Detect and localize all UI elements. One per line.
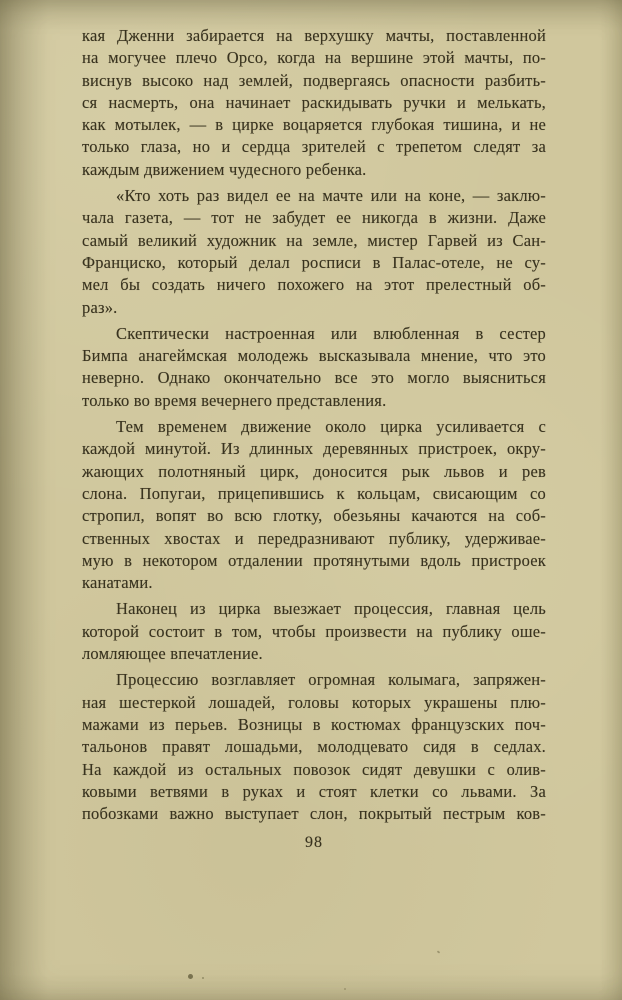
text-line: ная шестеркой лошадей, головы которых украшены плю- xyxy=(82,692,546,712)
paragraph xyxy=(82,599,546,666)
paragraph xyxy=(82,26,546,182)
text-line: Скептически настроенная или влюбленная в сестер xyxy=(116,323,546,343)
text-line: ственных хвостах и передразнивают публику, удерживае- xyxy=(82,528,546,548)
text-line: ковыми ветвями в руках и стоят клетки со львами. За xyxy=(82,781,546,801)
paper-speck xyxy=(437,950,441,953)
text-line: ломляющее впечатление. xyxy=(82,644,263,664)
text-line: на могучее плечо Орсо, когда на вершине этой мачты, по- xyxy=(82,48,546,68)
text-line: неверно. Однако окончательно все это могло выясниться xyxy=(82,368,546,388)
text-line: канатами. xyxy=(82,573,153,593)
text-block xyxy=(82,26,546,826)
text-line: Наконец из цирка выезжает процессия, главная цель xyxy=(116,599,546,619)
paragraph xyxy=(82,670,546,826)
text-line: каждым движением чудесного ребенка. xyxy=(82,159,367,179)
text-line: побозками важно выступает слон, покрытый пестрым ков- xyxy=(82,804,546,824)
paper-speck xyxy=(188,974,193,979)
text-line: каждой минутой. Из длинных деревянных пристроек, окру- xyxy=(82,439,546,459)
paper-speck xyxy=(202,977,204,979)
text-line: Тем временем движение около цирка усиливается с xyxy=(116,417,546,437)
text-line: ся насмерть, она начинает раскидывать ручки и мелькать, xyxy=(82,92,546,112)
text-line: которой состоит в том, чтобы произвести на публику оше- xyxy=(82,621,546,641)
text-line: виснув высоко над землей, подвергаясь опасности разбить- xyxy=(82,70,546,90)
text-line: тальонов правят лошадьми, молодцевато сидя в седлах. xyxy=(82,737,546,757)
paragraph xyxy=(82,186,546,320)
text-line: чала газета, — тот не забудет ее никогда в жизни. Даже xyxy=(82,208,546,228)
text-line: стропил, вопят во всю глотку, обезьяны качаются на соб- xyxy=(82,506,546,526)
text-line: как мотылек, — в цирке воцаряется глубокая тишина, и не xyxy=(82,115,546,135)
text-line: раз». xyxy=(82,297,118,317)
text-line: жающих полотняный цирк, доносится рык львов и рев xyxy=(82,461,546,481)
text-line: только глаза, но и сердца зрителей с трепетом следят за xyxy=(82,137,546,157)
text-line: Франциско, который делал росписи в Палас-отеле, не су- xyxy=(82,252,546,272)
text-line: кая Дженни забирается на верхушку мачты, поставленной xyxy=(82,26,546,45)
text-line: слона. Попугаи, прицепившись к кольцам, свисающим со xyxy=(82,483,546,503)
text-line: На каждой из остальных повозок сидят девушки с олив- xyxy=(82,759,546,779)
text-line: только во время вечернего представления. xyxy=(82,390,387,410)
text-line: Процессию возглавляет огромная колымага, запряжен- xyxy=(116,670,546,690)
paragraph xyxy=(82,324,546,413)
text-line: мажами из перьев. Возницы в костюмах французских поч- xyxy=(82,714,546,734)
text-line: Бимпа анагеймская молодежь высказывала мнение, что это xyxy=(82,346,546,366)
page-number: 98 xyxy=(305,834,323,851)
text-line: мую в некотором отдалении протянутыми вдоль пристроек xyxy=(82,550,546,570)
text-line: «Кто хоть раз видел ее на мачте или на коне, — заклю- xyxy=(116,186,546,206)
paragraph xyxy=(82,417,546,595)
paper-speck xyxy=(344,988,346,990)
text-line: мел бы создать ничего похожего на этот прелестный об- xyxy=(82,275,546,295)
text-line: самый великий художник на земле, мистер Гарвей из Сан- xyxy=(82,230,546,250)
